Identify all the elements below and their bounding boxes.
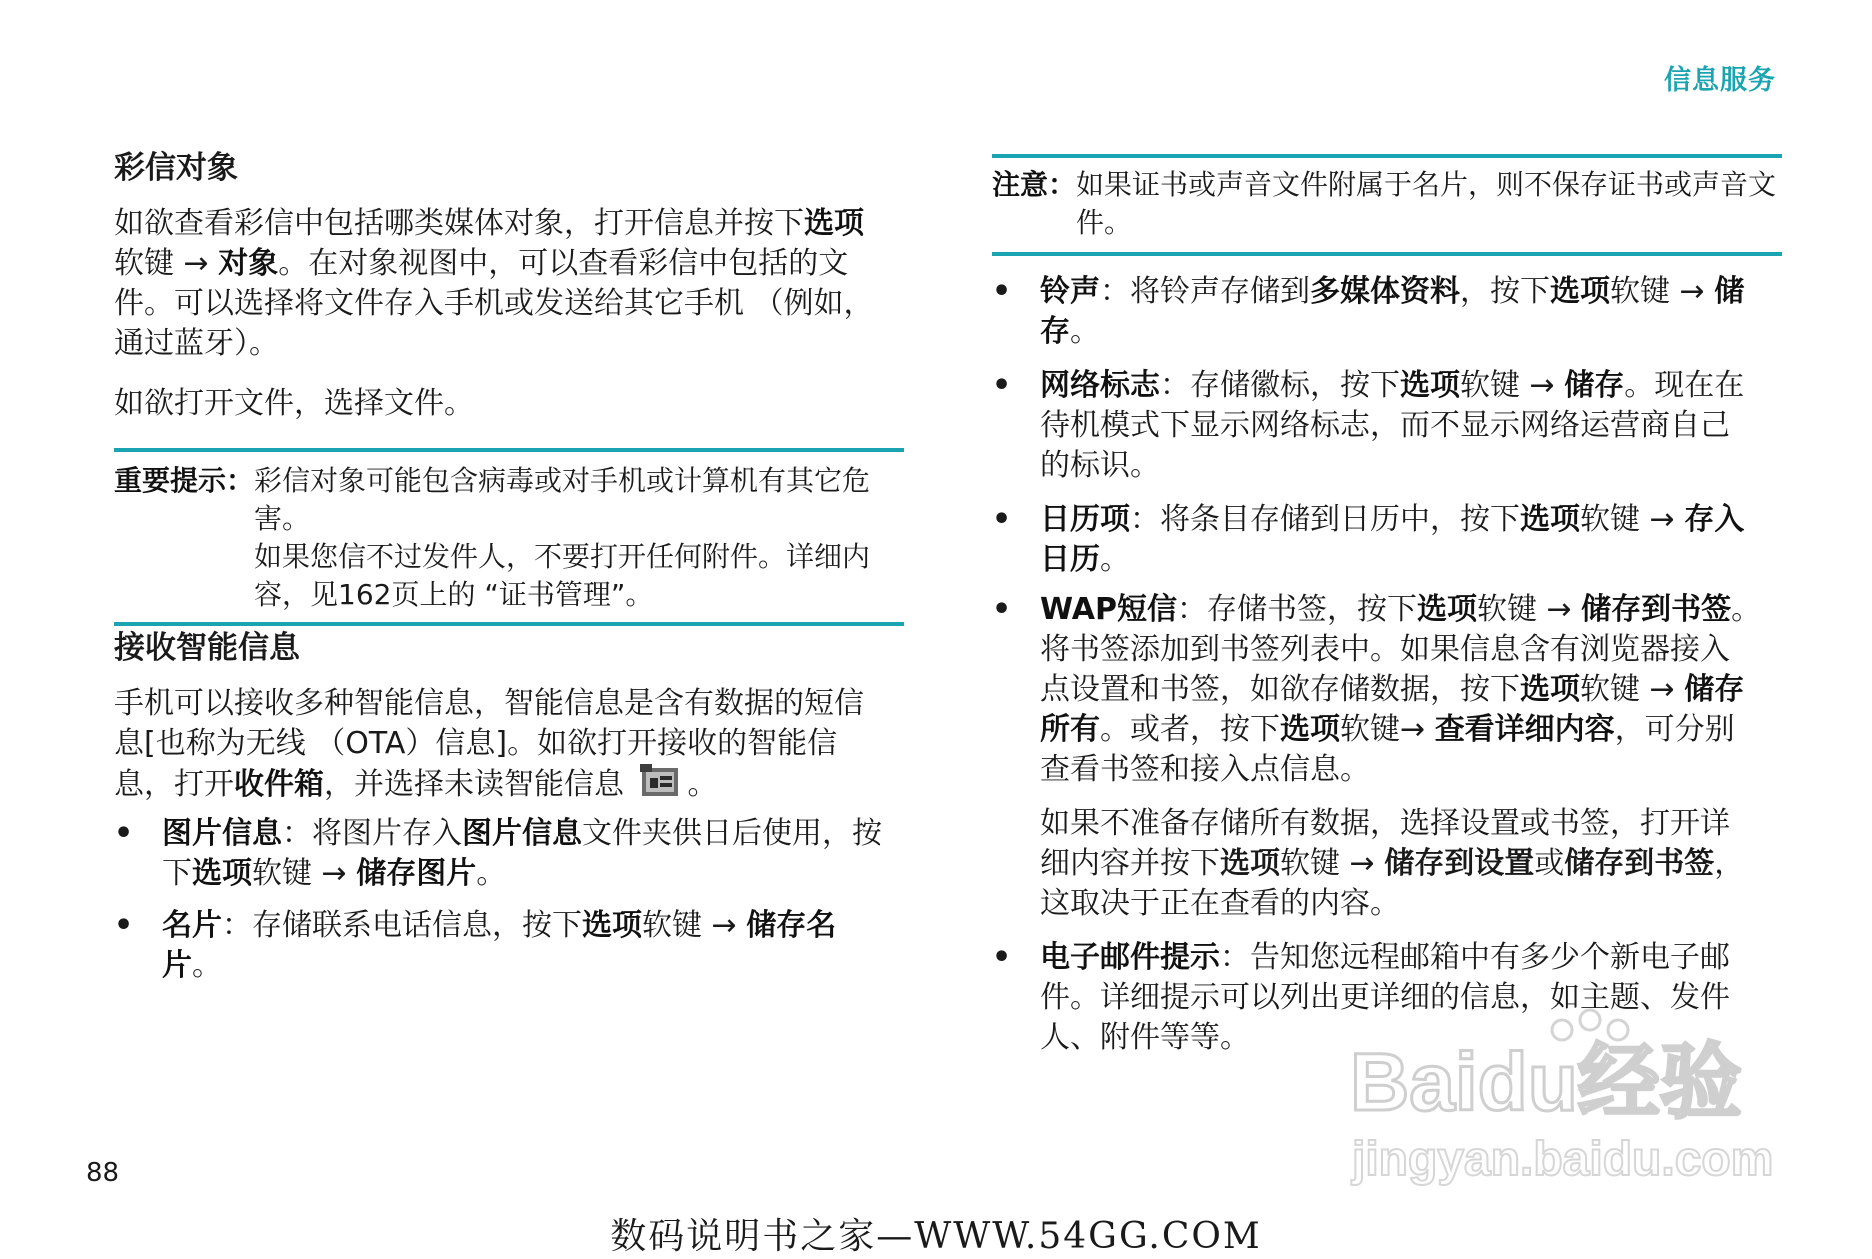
open-file-paragraph: 如欲打开文件，选择文件。 bbox=[114, 386, 474, 421]
smart-messages-paragraph: 手机可以接收多种智能信息，智能信息是含有数据的短信 息[也称为无线 （OTA）信息]。如欲打开接收的智能信 息，打开收件箱，并选择未读智能信息 。 bbox=[114, 686, 864, 802]
list-item: • 图片信息：将图片存入图片信息文件夹供日后使用，按 下选项软键 → 储存图片。 bbox=[114, 816, 882, 891]
list-item: • WAP短信：存储书签，按下选项软键 → 储存到书签。 将书签添加到书签列表中。如果信息含有浏览器接入 点设置和书签，如欲存储数据，按下选项软键 → 储存 所有。或者，按下选项软键→ 查看详细内容，可分别 查看书签和接入点信息。 bbox=[992, 592, 1762, 787]
note-text: 如果证书或声音文件附属于名片，则不保存证书或声音文 件。 bbox=[1076, 168, 1777, 239]
bullet-dot: • bbox=[992, 592, 1012, 627]
bullet-dot: • bbox=[992, 274, 1012, 309]
important-note bbox=[114, 448, 904, 626]
text-line: 件。可以选择将文件存入手机或发送给其它手机 （例如， bbox=[114, 286, 874, 321]
watermark-url: jingyan.baidu.com bbox=[1352, 1133, 1774, 1186]
footer-site: 数码说明书之家—WWW.54GG.COM bbox=[610, 1216, 1262, 1257]
notice-note bbox=[992, 154, 1782, 256]
note-label: 注意： bbox=[992, 168, 1077, 201]
baidu-jingyan-watermark bbox=[1340, 990, 1780, 1190]
bullet-dot: • bbox=[992, 502, 1012, 537]
mms-objects-paragraph bbox=[114, 204, 904, 364]
list-item: • 铃声：将铃声存储到多媒体资料，按下选项软键 → 储 存。 bbox=[992, 274, 1745, 349]
unread-smart-message-icon bbox=[640, 764, 682, 800]
text-line: 通过蓝牙）。 bbox=[114, 326, 279, 361]
section-header: 信息服务 bbox=[1664, 65, 1776, 96]
note-text: 彩信对象可能包含病毒或对手机或计算机有其它危害。 如果您信不过发件人，不要打开任何附件。详细内 容，见162页上的 “证书管理”。 bbox=[254, 464, 871, 611]
list-item: • 网络标志：存储徽标，按下选项软键 → 储存。现在在 待机模式下显示网络标志，而不显示网络运营商自己 的标识。 bbox=[992, 368, 1745, 483]
bullet-dot: • bbox=[114, 816, 134, 851]
wap-sub-paragraph: 如果不准备存储所有数据，选择设置或书签，打开详 细内容并按下选项软键 → 储存到设置或储存到书签， 这取决于正在查看的内容。 bbox=[1040, 806, 1745, 921]
list-item: • 电子邮件提示：告知您远程邮箱中有多少个新电子邮 件。详细提示可以列出更详细的信息，如主题、发件 人、附件等等。 bbox=[992, 940, 1730, 1055]
bullet-dot: • bbox=[114, 908, 134, 943]
list-item: • 名片：存储联系电话信息，按下选项软键 → 储存名 片。 bbox=[114, 908, 837, 983]
text-line: 软键 → 对象。在对象视图中，可以查看彩信中包括的文 bbox=[114, 246, 849, 281]
page-number: 88 bbox=[86, 1158, 120, 1188]
text-line: 如欲查看彩信中包括哪类媒体对象，打开信息并按下选项 bbox=[114, 206, 864, 241]
bullet-dot: • bbox=[992, 368, 1012, 403]
section-title-smart-messages: 接收智能信息 bbox=[114, 630, 300, 666]
section-title-mms-objects: 彩信对象 bbox=[114, 150, 238, 186]
watermark-brand: Baidu经验 bbox=[1350, 1037, 1742, 1128]
bullet-dot: • bbox=[992, 940, 1012, 975]
list-item: • 日历项：将条目存储到日历中，按下选项软键 → 存入 日历。 bbox=[992, 502, 1745, 577]
note-label: 重要提示： bbox=[114, 464, 255, 497]
